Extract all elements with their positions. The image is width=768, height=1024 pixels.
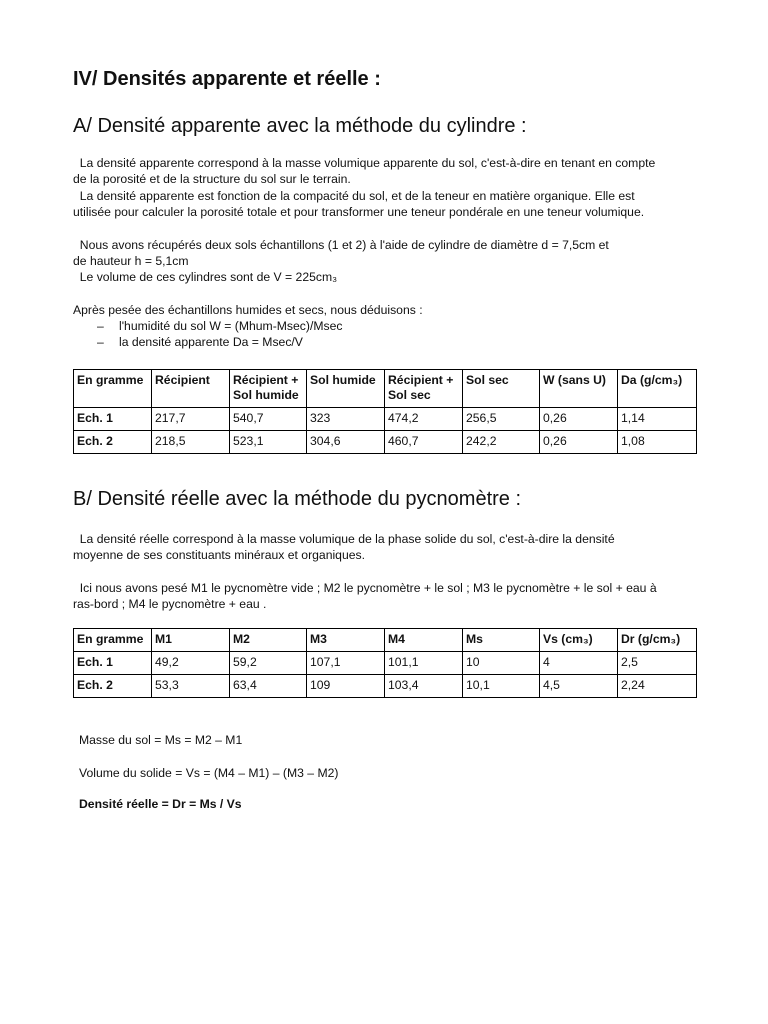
row-header: Ech. 1: [74, 652, 152, 675]
section-a-intro: Après pesée des échantillons humides et secs, nous déduisons :: [73, 303, 423, 317]
column-header: Sol sec: [463, 370, 540, 408]
table-row: [74, 408, 697, 431]
text-line: Ici nous avons pesé M1 le pycnomètre vide ; M2 le pycnomètre + le sol ; M3 le pycnomètre + le sol + eau à: [73, 581, 657, 595]
bullet-dash: –: [97, 319, 104, 333]
table-cell: 10,1: [463, 675, 540, 698]
column-header: Récipient + Sol sec: [385, 370, 463, 408]
table-cell: 53,3: [152, 675, 230, 698]
table-cell: 0,26: [540, 431, 618, 454]
column-header: Récipient + Sol humide: [230, 370, 307, 408]
section-b-paragraph-2: [73, 580, 697, 612]
text-line: de la porosité et de la structure du sol sur le terrain.: [73, 172, 351, 186]
table-cell: 10: [463, 652, 540, 675]
table-cell: 0,26: [540, 408, 618, 431]
bullet-list: [73, 318, 342, 350]
section-b-paragraph-1: [73, 531, 697, 563]
section-a-paragraph-3: [73, 237, 697, 285]
section-b-heading: B/ Densité réelle avec la méthode du pycnomètre :: [73, 488, 522, 510]
formula-solid-volume: Volume du solide = Vs = (M4 – M1) – (M3 – M2): [79, 766, 339, 780]
table-cell: 460,7: [385, 431, 463, 454]
column-header: M4: [385, 629, 463, 652]
text-line: Le volume de ces cylindres sont de V = 225cm₃: [73, 270, 338, 284]
text-line: utilisée pour calculer la porosité totale et pour transformer une teneur pondérale en une teneur volumique.: [73, 205, 645, 219]
table-cell: 540,7: [230, 408, 307, 431]
section-a-paragraph-2: [73, 188, 697, 220]
table-cell: 256,5: [463, 408, 540, 431]
table-cell: 107,1: [307, 652, 385, 675]
table-cell: 474,2: [385, 408, 463, 431]
text-line: La densité apparente est fonction de la compacité du sol, et de la teneur en matière organique. Elle est: [73, 189, 635, 203]
table-header-row: [74, 629, 697, 652]
column-header: M2: [230, 629, 307, 652]
table-header-row: [74, 370, 697, 408]
text-line: Nous avons récupérés deux sols échantillons (1 et 2) à l'aide de cylindre de diamètre d = 7,5cm et: [73, 238, 609, 252]
row-header: Ech. 2: [74, 431, 152, 454]
table-cell: 2,24: [618, 675, 697, 698]
row-header: Ech. 2: [74, 675, 152, 698]
text-line: ras-bord ; M4 le pycnomètre + eau .: [73, 597, 267, 611]
section-a-heading: A/ Densité apparente avec la méthode du cylindre :: [73, 115, 527, 137]
table-cell: 1,14: [618, 408, 697, 431]
table-cell: 4,5: [540, 675, 618, 698]
column-header: W (sans U): [540, 370, 618, 408]
table-cell: 242,2: [463, 431, 540, 454]
table-cell: 109: [307, 675, 385, 698]
table-cell: 323: [307, 408, 385, 431]
formula-real-density: Densité réelle = Dr = Ms / Vs: [79, 797, 242, 811]
text-line: La densité réelle correspond à la masse volumique de la phase solide du sol, c'est-à-dire la densité: [73, 532, 615, 546]
list-item: [73, 318, 342, 334]
table-cell: 1,08: [618, 431, 697, 454]
section-a-paragraph-1: [73, 155, 697, 187]
list-item: [73, 334, 342, 350]
table-row: [74, 675, 697, 698]
column-header: En gramme: [74, 370, 152, 408]
table-cell: 101,1: [385, 652, 463, 675]
bullet-dash: –: [97, 335, 104, 349]
bullet-text: la densité apparente Da = Msec/V: [119, 335, 303, 349]
row-header: Ech. 1: [74, 408, 152, 431]
column-header: M1: [152, 629, 230, 652]
table-cell: 304,6: [307, 431, 385, 454]
table-cell: 63,4: [230, 675, 307, 698]
apparent-density-table: [73, 369, 697, 454]
column-header: Vs (cm₃): [540, 629, 618, 652]
column-header: Récipient: [152, 370, 230, 408]
table-cell: 523,1: [230, 431, 307, 454]
formula-soil-mass: Masse du sol = Ms = M2 – M1: [79, 733, 243, 747]
table-cell: 2,5: [618, 652, 697, 675]
text-line: La densité apparente correspond à la masse volumique apparente du sol, c'est-à-dire en tenant en compte: [73, 156, 656, 170]
table-cell: 59,2: [230, 652, 307, 675]
table-cell: 49,2: [152, 652, 230, 675]
table-cell: 217,7: [152, 408, 230, 431]
column-header: M3: [307, 629, 385, 652]
column-header: Ms: [463, 629, 540, 652]
table-cell: 103,4: [385, 675, 463, 698]
real-density-table: [73, 628, 697, 698]
column-header: En gramme: [74, 629, 152, 652]
column-header: Da (g/cm₃): [618, 370, 697, 408]
text-line: moyenne de ses constituants minéraux et organiques.: [73, 548, 365, 562]
table-row: [74, 652, 697, 675]
column-header: Dr (g/cm₃): [618, 629, 697, 652]
table-row: [74, 431, 697, 454]
text-line: de hauteur h = 5,1cm: [73, 254, 189, 268]
table-cell: 218,5: [152, 431, 230, 454]
column-header: Sol humide: [307, 370, 385, 408]
bullet-text: l'humidité du sol W = (Mhum-Msec)/Msec: [119, 319, 343, 333]
page-title: IV/ Densités apparente et réelle :: [73, 68, 381, 90]
table-cell: 4: [540, 652, 618, 675]
